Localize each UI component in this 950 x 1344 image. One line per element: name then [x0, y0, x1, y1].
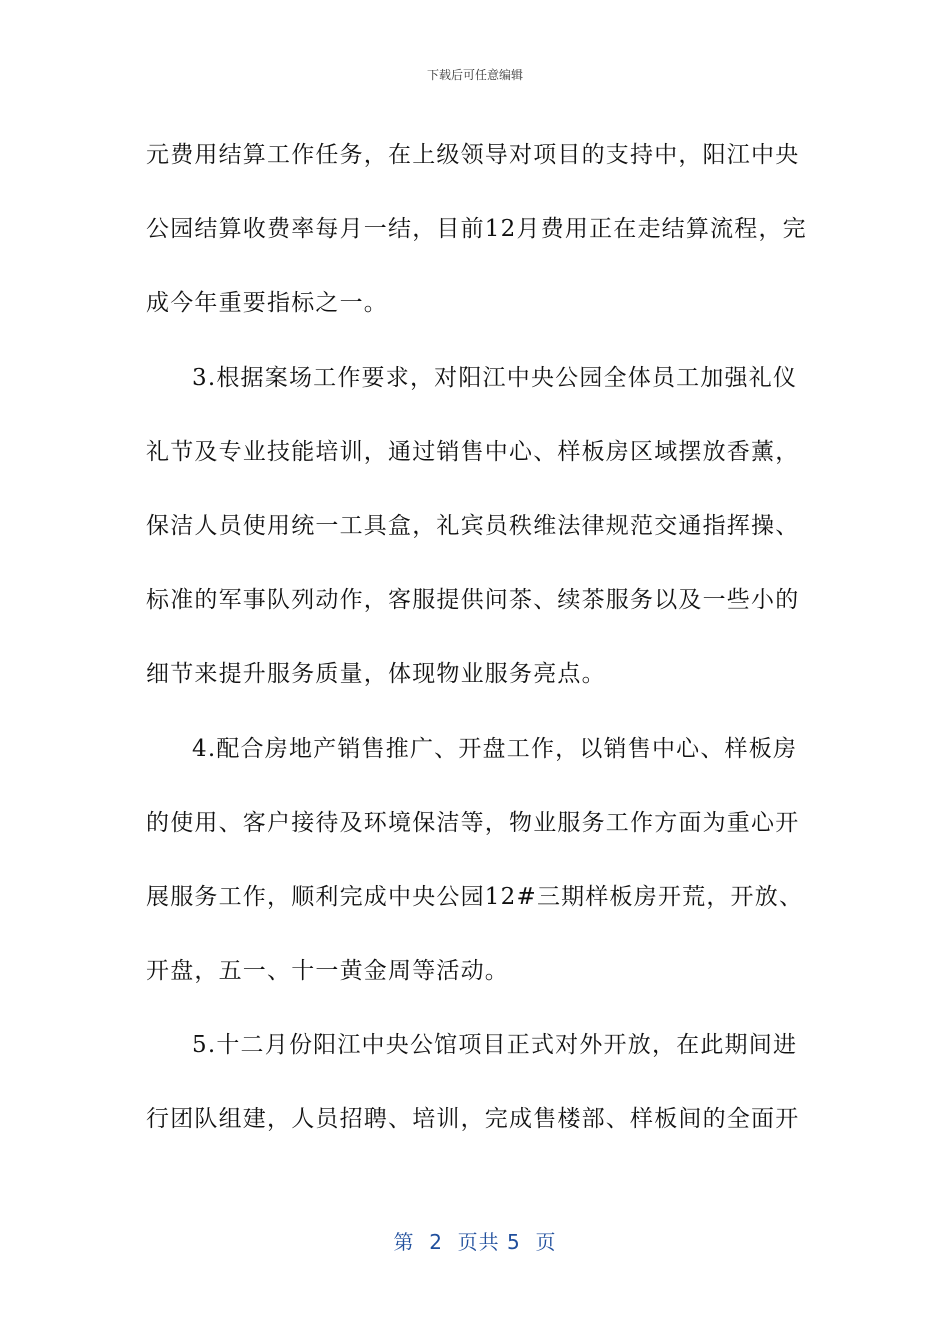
document-body [146, 118, 806, 1157]
page-number-footer: 第 2 页共 5 页 [393, 1230, 557, 1254]
body-line: 成今年重要指标之一。 [146, 290, 388, 317]
body-line: 展服务工作，顺利完成中央公园12#三期样板房开荒，开放、 [146, 883, 804, 910]
paragraph-4-start: 4.配合房地产销售推广、开盘工作，以销售中心、样板房 [192, 735, 798, 762]
body-line: 标准的军事队列动作，客服提供问茶、续茶服务以及一些小的 [146, 587, 800, 614]
body-line: 开盘，五一、十一黄金周等活动。 [146, 958, 509, 985]
body-line: 的使用、客户接待及环境保洁等，物业服务工作方面为重心开 [146, 809, 800, 836]
body-line: 礼节及专业技能培训，通过销售中心、样板房区域摆放香薰， [146, 438, 800, 465]
body-line: 公园结算收费率每月一结，目前12月费用正在走结算流程，完 [146, 216, 807, 243]
page-header-note: 下载后可任意编辑 [426, 68, 523, 82]
body-line: 元费用结算工作任务，在上级领导对项目的支持中，阳江中央 [146, 142, 800, 168]
body-line: 保洁人员使用统一工具盒，礼宾员秩维法律规范交通指挥操、 [146, 512, 800, 539]
body-line: 细节来提升服务质量，体现物业服务亮点。 [146, 661, 606, 688]
paragraph-3-start: 3.根据案场工作要求，对阳江中央公园全体员工加强礼仪 [192, 364, 798, 391]
paragraph-5-start: 5.十二月份阳江中央公馆项目正式对外开放，在此期间进 [192, 1032, 798, 1059]
body-line: 行团队组建，人员招聘、培训，完成售楼部、样板间的全面开 [146, 1106, 800, 1133]
